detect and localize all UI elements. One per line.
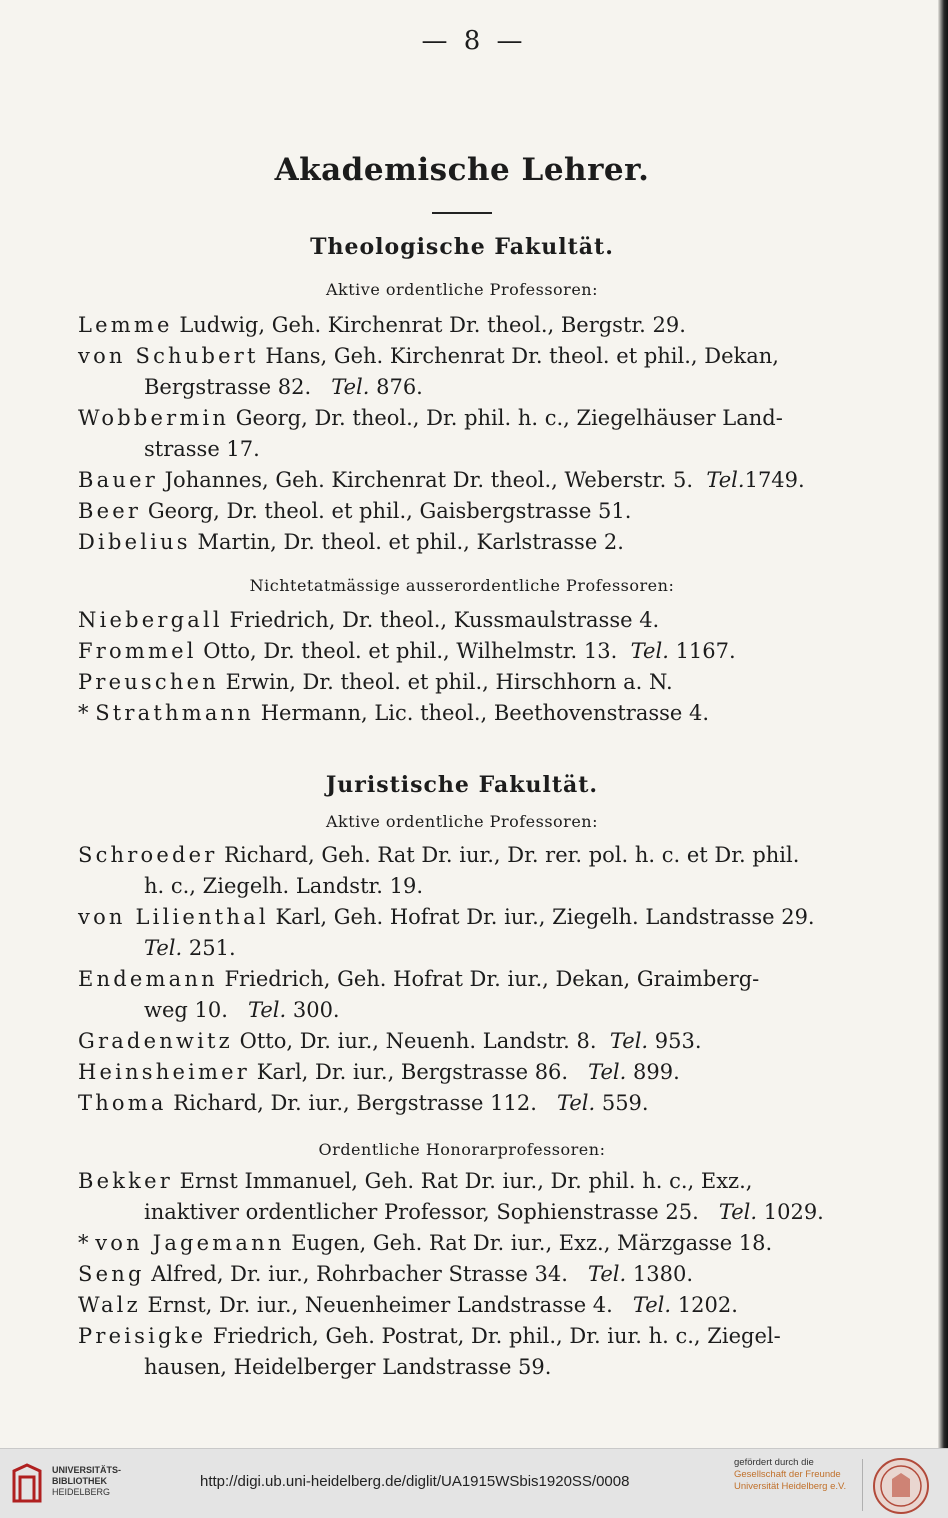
list-item: Walz Ernst, Dr. iur., Neuenheimer Landstrasse 4. Tel. 1202. [78,1293,738,1317]
entry-list [78,840,842,1119]
list-item: Gradenwitz Otto, Dr. iur., Neuenh. Landstr. 8. Tel. 953. [78,1029,702,1053]
list-item: Bekker Ernst Immanuel, Geh. Rat Dr. iur., Dr. phil. h. c., Exz., inaktiver ordentlicher Professor, Sophienstrasse 25. Tel. 1029. [78,1169,824,1224]
list-item: Wobbermin Georg, Dr. theol., Dr. phil. h. c., Ziegelhäuser Land- strasse 17. [78,406,783,461]
footer-divider [862,1459,863,1511]
entry-name: Strathmann [95,701,255,725]
entry-name: Preuschen [78,670,219,694]
entry-name: Gradenwitz [78,1029,233,1053]
entry-name: Seng [78,1262,145,1286]
list-item: Seng Alfred, Dr. iur., Rohrbacher Strasse 34. Tel. 1380. [78,1262,693,1286]
faculty-heading-theology: Theologische Fakultät. [310,234,614,260]
entry-name: Frommel [78,639,197,663]
university-seal-icon [872,1457,930,1515]
page-edge-shadow [938,0,948,1448]
entry-name: Beer [78,499,142,523]
entry-name: von Jagemann [95,1231,285,1255]
list-item: Lemme Ludwig, Geh. Kirchenrat Dr. theol., Bergstr. 29. [78,313,686,337]
list-item: * von Jagemann Eugen, Geh. Rat Dr. iur., Exz., Märzgasse 18. [78,1231,773,1255]
entry-list [78,605,842,729]
faculty-heading-law: Juristische Fakultät. [325,772,599,798]
footer-bar [0,1448,948,1518]
permalink-url[interactable]: http://digi.ub.uni-heidelberg.de/diglit/UA1915WSbis1920SS/0008 [200,1473,630,1490]
entry-name: Endemann [78,967,218,991]
list-item: Schroeder Richard, Geh. Rat Dr. iur., Dr. rer. pol. h. c. et Dr. phil. h. c., Ziegelh. Landstr. 19. [78,843,800,898]
group-heading: Ordentliche Honorarprofessoren: [318,1140,606,1159]
entry-name: Schroeder [78,843,218,867]
entry-name: Niebergall [78,608,223,632]
entry-name: Lemme [78,313,173,337]
page-number: — 8 — [421,26,527,56]
list-item: von Schubert Hans, Geh. Kirchenrat Dr. theol. et phil., Dekan, Bergstrasse 82. Tel. 876. [78,344,779,399]
entry-name: Bekker [78,1169,173,1193]
entry-name: Thoma [78,1091,167,1115]
library-name: UNIVERSITÄTS- BIBLIOTHEK HEIDELBERG [52,1465,122,1497]
sponsor-block: gefördert durch die Gesellschaft der Freunde Universität Heidelberg e.V. [734,1457,847,1492]
list-item: Beer Georg, Dr. theol. et phil., Gaisbergstrasse 51. [78,499,632,523]
list-item: Preuschen Erwin, Dr. theol. et phil., Hirschhorn a. N. [78,670,673,694]
entry-name: Wobbermin [78,406,230,430]
list-item: Thoma Richard, Dr. iur., Bergstrasse 112. Tel. 559. [78,1091,649,1115]
list-item: Endemann Friedrich, Geh. Hofrat Dr. iur., Dekan, Graimberg- weg 10. Tel. 300. [78,967,760,1022]
library-logo-icon [10,1461,44,1505]
list-item: * Strathmann Hermann, Lic. theol., Beethovenstrasse 4. [78,701,710,725]
list-item: Frommel Otto, Dr. theol. et phil., Wilhelmstr. 13. Tel. 1167. [78,639,736,663]
list-item: Heinsheimer Karl, Dr. iur., Bergstrasse 86. Tel. 899. [78,1060,680,1084]
entry-name: von Schubert [78,344,259,368]
page-title: Akademische Lehrer. [274,152,650,188]
entry-name: Walz [78,1293,141,1317]
list-item: von Lilienthal Karl, Geh. Hofrat Dr. iur., Ziegelh. Landstrasse 29. Tel. 251. [78,905,815,960]
entry-name: Heinsheimer [78,1060,251,1084]
list-item: Dibelius Martin, Dr. theol. et phil., Karlstrasse 2. [78,530,624,554]
entry-name: Preisigke [78,1324,207,1348]
list-item: Niebergall Friedrich, Dr. theol., Kussmaulstrasse 4. [78,608,660,632]
entry-name: Bauer [78,468,158,492]
entry-name: von Lilienthal [78,905,269,929]
entry-list [78,310,842,558]
title-divider [432,212,492,214]
group-heading: Aktive ordentliche Professoren: [326,812,598,831]
list-item: Bauer Johannes, Geh. Kirchenrat Dr. theol., Weberstr. 5. Tel.1749. [78,468,805,492]
group-heading: Aktive ordentliche Professoren: [326,280,598,299]
entry-name: Dibelius [78,530,191,554]
group-heading: Nichtetatmässige ausserordentliche Professoren: [249,576,675,595]
entry-list [78,1166,842,1383]
list-item: Preisigke Friedrich, Geh. Postrat, Dr. phil., Dr. iur. h. c., Ziegel- hausen, Heidelberger Landstrasse 59. [78,1324,781,1379]
